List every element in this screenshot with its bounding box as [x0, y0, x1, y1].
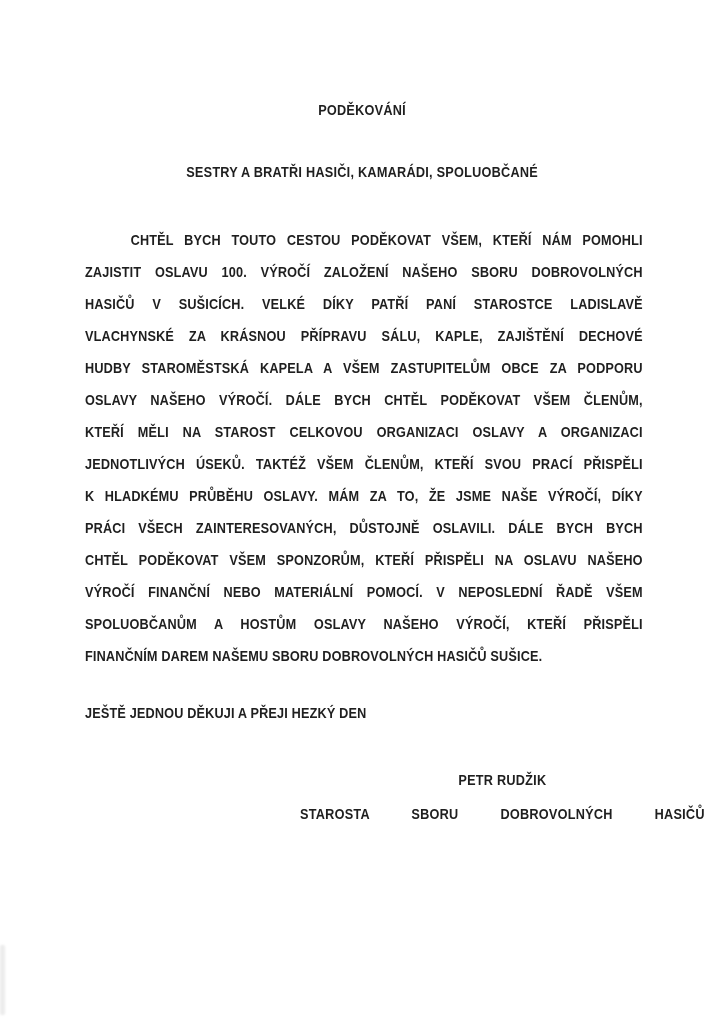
letter-closing: JEŠTĚ JEDNOU DĚKUJI A PŘEJI HEZKÝ DEN [85, 705, 367, 722]
body-line: PRÁCI VŠECH ZAINTERESOVANÝCH, DŮSTOJNĚ OSLAVILI. DÁLE BYCH BYCH [85, 520, 643, 537]
body-line: HASIČŮ V SUŠICÍCH. VELKÉ DÍKY PATŘÍ PANÍ STAROSTCE LADISLAVĚ [85, 296, 643, 313]
body-line: CHTĚL BYCH TOUTO CESTOU PODĚKOVAT VŠEM, KTEŘÍ NÁM POMOHLI [130, 232, 643, 249]
body-line: CHTĚL PODĚKOVAT VŠEM SPONZORŮM, KTEŘÍ PŘISPĚLI NA OSLAVU NAŠEHO [85, 552, 643, 569]
letter-title: PODĚKOVÁNÍ [318, 102, 406, 119]
body-line: FINANČNÍM DAREM NAŠEMU SBORU DOBROVOLNÝCH HASIČŮ SUŠICE. [85, 648, 543, 665]
letter-salutation: SESTRY A BRATŘI HASIČI, KAMARÁDI, SPOLUOBČANÉ [186, 164, 538, 181]
body-line: ZAJISTIT OSLAVU 100. VÝROČÍ ZALOŽENÍ NAŠEHO SBORU DOBROVOLNÝCH [85, 264, 643, 281]
body-line: VLACHYNSKÉ ZA KRÁSNOU PŘÍPRAVU SÁLU, KAPLE, ZAJIŠTĚNÍ DECHOVÉ [85, 328, 643, 345]
signature-role: STAROSTA SBORU DOBROVOLNÝCH HASIČŮ [300, 806, 705, 823]
body-line: OSLAVY NAŠEHO VÝROČÍ. DÁLE BYCH CHTĚL PODĚKOVAT VŠEM ČLENŮM, [85, 392, 643, 409]
body-line: SPOLUOBČANŮM A HOSTŮM OSLAVY NAŠEHO VÝROČÍ, KTEŘÍ PŘISPĚLI [85, 616, 643, 633]
scan-edge-artifact [0, 945, 5, 1015]
body-line: JEDNOTLIVÝCH ÚSEKŮ. TAKTÉŽ VŠEM ČLENŮM, KTEŘÍ SVOU PRACÍ PŘISPĚLI [85, 456, 643, 473]
body-line: HUDBY STAROMĚSTSKÁ KAPELA A VŠEM ZASTUPITELŮM OBCE ZA PODPORU [85, 360, 643, 377]
body-line: KTEŘÍ MĚLI NA STAROST CELKOVOU ORGANIZACI OSLAVY A ORGANIZACI [85, 424, 643, 441]
letter-body [85, 225, 643, 673]
signature-block [300, 765, 705, 831]
signature-name: PETR RUDŽIK [458, 772, 547, 789]
body-line: K HLADKÉMU PRŮBĚHU OSLAVY. MÁM ZA TO, ŽE JSME NAŠE VÝROČÍ, DÍKY [85, 488, 643, 505]
body-line: VÝROČÍ FINANČNÍ NEBO MATERIÁLNÍ POMOCÍ. V NEPOSLEDNÍ ŘADĚ VŠEM [85, 584, 643, 601]
